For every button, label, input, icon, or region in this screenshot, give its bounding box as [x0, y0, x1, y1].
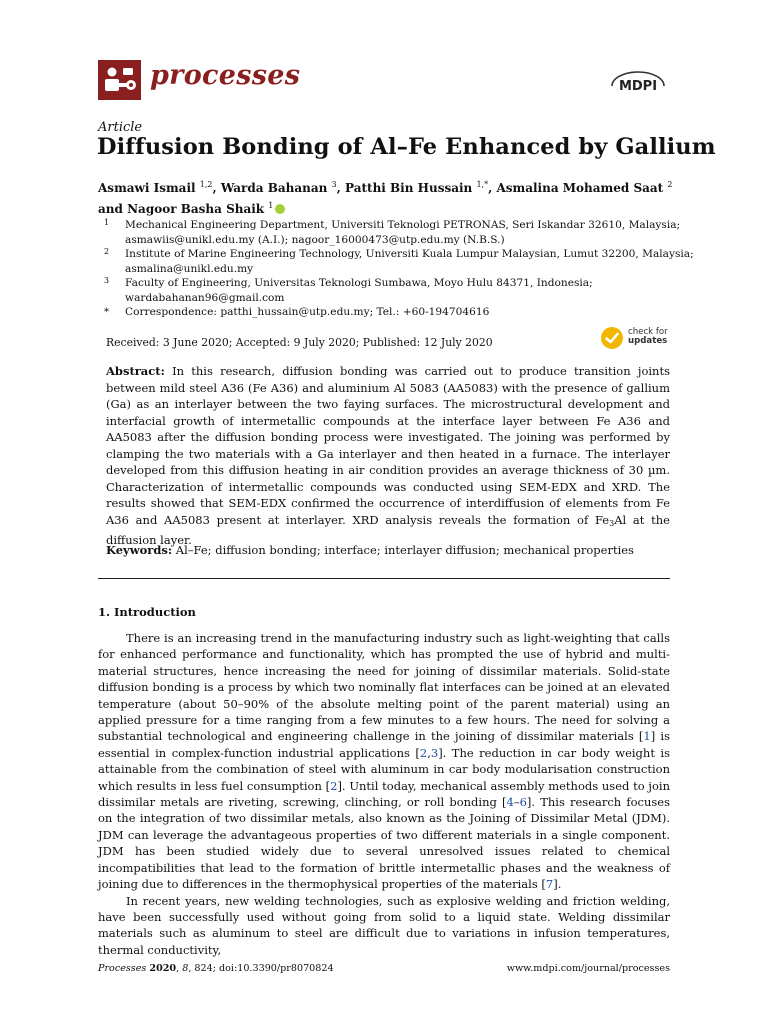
check-updates-icon [600, 326, 624, 350]
affiliation-list [104, 218, 694, 320]
paragraph-text: ]. Until today, mechanical assembly methods used to join dissimilar metals are riveting, screwing, clinching, or roll bonding [ [98, 778, 670, 810]
affiliation-line: wardabahanan96@gmail.com [125, 291, 285, 304]
footer-year: 2020 [149, 963, 177, 974]
section-heading-introduction: 1. Introduction [98, 605, 196, 619]
affiliation-item [104, 276, 674, 305]
affiliation-item [104, 305, 674, 320]
paragraph-text: ] is essential in complex-function industrial applications [ [98, 729, 670, 760]
author-name[interactable]: Patthi Bin Hussain [345, 181, 477, 195]
author-affiliation-sup: 1,2 [199, 180, 213, 189]
introduction-body [98, 630, 670, 958]
abstract-label: Abstract: [106, 364, 165, 378]
abstract-text-end: Al at the diffusion layer. [106, 512, 670, 547]
author-name[interactable]: Warda Bahanan [220, 181, 332, 195]
affiliation-line: Institute of Marine Engineering Technology, Universiti Kuala Lumpur Malaysian, Lumut 32200, Malaysia; [125, 248, 694, 260]
affiliation-item [104, 247, 694, 276]
section-divider [98, 578, 670, 579]
author-separator: , [336, 181, 345, 195]
author-name[interactable]: Asmawi Ismail [98, 181, 200, 195]
keywords-label: Keywords: [106, 543, 173, 557]
check-updates-line2: updates [628, 336, 668, 347]
paragraph-text: , [427, 745, 431, 760]
abstract [106, 363, 670, 549]
paragraph-text: ]. This research focuses on the integration of two dissimilar metals, also known as the Joining of Dissimilar Metal (JDM). JDM can leverage the advantageous properties of two different materials in a single component. JDM has been studied widely due to several unresolved issues related to chemical incompatibilities that lead to the formation of brittle intermetallic phases and the weakness of joining due to differences in the thermophysical properties of the materials [ [98, 795, 670, 892]
affiliation-line: asmalina@unikl.edu.my [125, 262, 254, 275]
author-separator: , [488, 181, 497, 195]
paragraph-text: There is an increasing trend in the manufacturing industry such as light-weighting that calls for enhanced performance and functionality, which has prompted the use of hybrid and multi-material structures, hence increasing the need for joining of dissimilar materials. Solid-state diffusion bonding is a process by which two nominally flat interfaces can be joined at an elevated temperature (about 50–90% of the absolute melting point of the parent material) using an applied pressure for a time ranging from a few minutes to a few hours. The need for solving a substantial technological and engineering challenge in the joining of dissimilar materials [ [98, 631, 670, 744]
publication-dates: Received: 3 June 2020; Accepted: 9 July 2020; Published: 12 July 2020 [106, 336, 493, 349]
article-type: Article [98, 120, 143, 135]
author-affiliation-sup: 2 [667, 180, 673, 189]
paragraph-text: ]. The reduction in car body weight is attainable from the combination of steel with aluminum in car body modularisation construction which results in less fuel consumption [ [98, 745, 670, 793]
paragraph-text: ]. [553, 877, 562, 892]
introduction-paragraph-2: In recent years, new welding technologies, such as explosive welding and friction welding, have been successfully used without going from solid to a liquid state. Welding dissimilar materials such as aluminum to steel are difficult due to variations in infusion temperatures, thermal conductivity, [98, 893, 670, 957]
footer-volume: 8 [182, 963, 189, 974]
journal-logo-icon [98, 60, 141, 100]
paragraph-text: – [513, 795, 520, 810]
affiliation-line: Faculty of Engineering, Universitas Teknologi Sumbawa, Moyo Hulu 84371, Indonesia; [125, 277, 593, 289]
author-name[interactable]: Asmalina Mohamed Saat [496, 181, 668, 195]
footer-doi: , 824; doi:10.3390/pr8070824 [188, 963, 334, 974]
footer-journal: Processes [98, 963, 147, 974]
orcid-icon[interactable] [275, 204, 285, 214]
affiliation-number: 1 [104, 218, 110, 227]
affiliation-number: 2 [104, 247, 110, 256]
abstract-text: In this research, diffusion bonding was carried out to produce transition joints between mild steel A36 (Fe A36) and aluminium Al 5083 (AA5083) with the presence of gallium (Ga) as an interlayer between the two faying surfaces. The microstructural development and interfacial growth of intermetallic compounds at the interface layer between Fe A36 and AA5083 after the diffusion bonding process were investigated. The joining was performed by clamping the two materials with a Ga interlayer and then heated in a furnace. The interlayer developed from this diffusion heating in air condition provides an average thickness of 30 µm. Characterization of intermetallic compounds was conducted using SEM-EDX and XRD. The results showed that SEM-EDX confirmed the occurrence of interdiffusion of elements from Fe A36 and AA5083 present at interlayer. XRD analysis reveals the formation of Fe [106, 364, 670, 527]
affiliation-item [104, 218, 681, 247]
footer-citation: Processes 2020, 8, 824; doi:10.3390/pr8070824 [98, 963, 334, 974]
citation-link[interactable]: 6 [519, 795, 527, 810]
citation-link[interactable]: 2 [419, 745, 428, 760]
footer-journal-url[interactable]: www.mdpi.com/journal/processes [506, 963, 670, 974]
citation-link[interactable]: 1 [643, 729, 651, 744]
affiliation-number: * [104, 307, 109, 318]
author-joiner-and: and [98, 202, 128, 216]
author-name[interactable]: Nagoor Basha Shaik [127, 202, 269, 216]
affiliation-line: Mechanical Engineering Department, Universiti Teknologi PETRONAS, Seri Iskandar 32610, Malaysia; [125, 219, 681, 231]
citation-link[interactable]: 7 [545, 877, 554, 892]
affiliation-line: asmawiis@unikl.edu.my (A.I.); nagoor_16000473@utp.edu.my (N.B.S.) [125, 233, 505, 246]
paper-title: Diffusion Bonding of Al–Fe Enhanced by Gallium [97, 134, 716, 160]
affiliation-number: 3 [104, 276, 110, 285]
introduction-paragraph-1 [98, 630, 670, 893]
keywords [106, 543, 634, 557]
check-updates-line1: check for [628, 327, 668, 337]
citation-link[interactable]: 2 [330, 778, 338, 793]
keywords-text: Al–Fe; diffusion bonding; interface; interlayer diffusion; mechanical properties [172, 543, 634, 557]
affiliation-line: Correspondence: patthi_hussain@utp.edu.my; Tel.: +60-194704616 [125, 306, 490, 318]
author-list [98, 176, 678, 218]
author-separator: , [212, 181, 221, 195]
citation-link[interactable]: 3 [430, 745, 439, 760]
check-for-updates-badge[interactable] [600, 326, 672, 352]
author-affiliation-sup: 1 [268, 201, 274, 210]
abstract-subscript: 3 [609, 518, 615, 528]
journal-name: processes [150, 60, 301, 91]
author-affiliation-sup: 3 [331, 180, 337, 189]
author-affiliation-sup: 1,* [476, 180, 489, 189]
citation-link[interactable]: 4 [506, 795, 514, 810]
mdpi-logo-text: MDPI [618, 79, 658, 94]
mdpi-logo [608, 66, 668, 96]
